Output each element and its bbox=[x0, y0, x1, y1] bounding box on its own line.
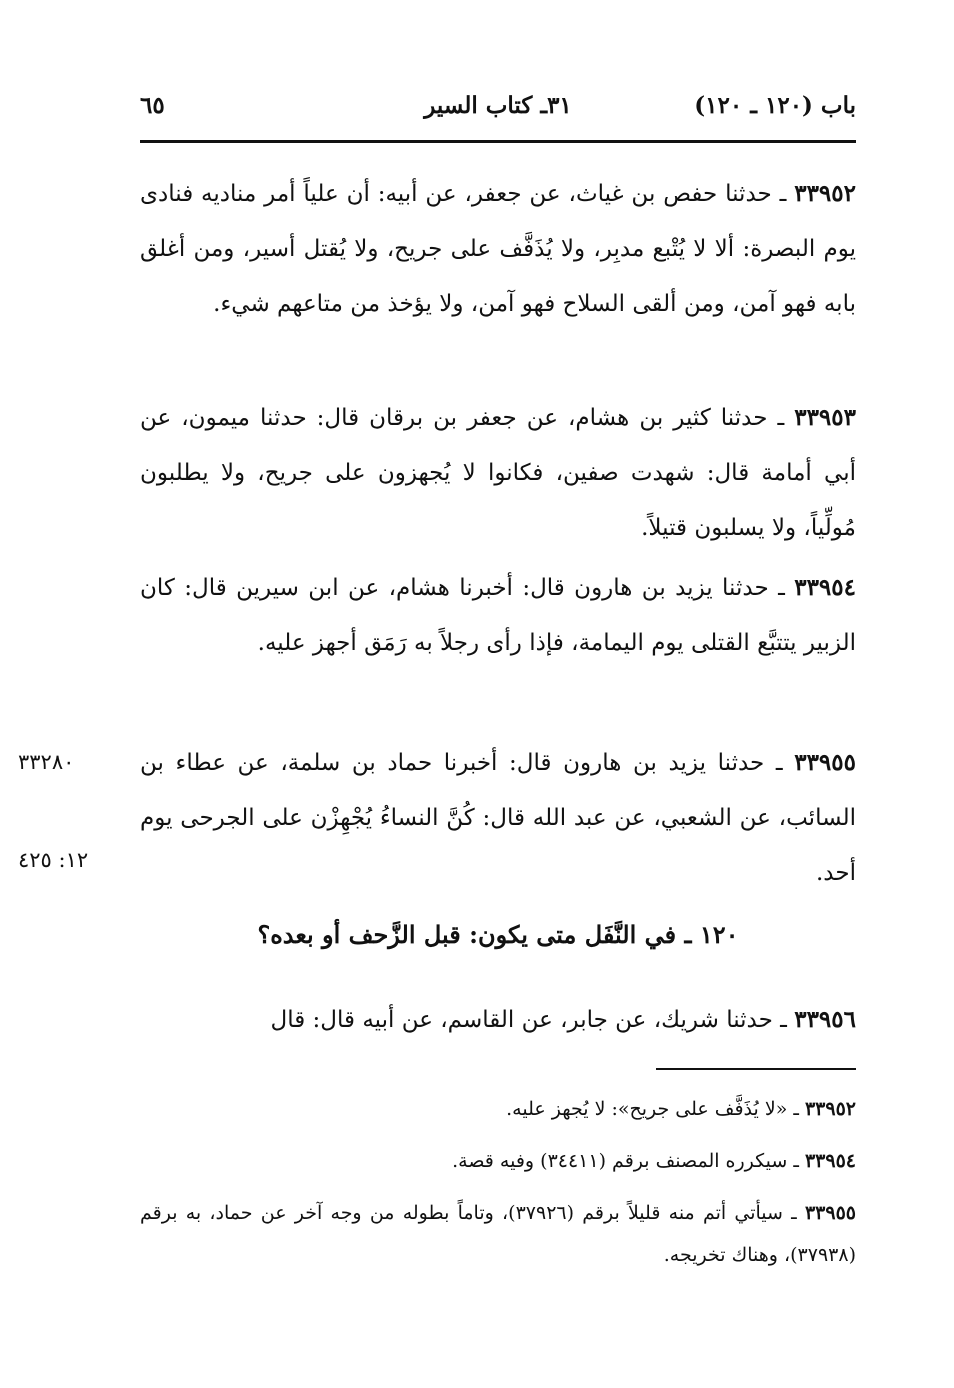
footnote bbox=[140, 1192, 856, 1276]
page-header bbox=[140, 92, 856, 132]
footnote-separator bbox=[656, 1068, 856, 1070]
hadith-number: ٣٣٩٥٢ bbox=[794, 180, 856, 207]
page-number: ٦٥ bbox=[140, 92, 165, 119]
hadith-paragraph bbox=[140, 166, 856, 332]
footnote-text: ـ سيأتي أتم منه قليلاً برقم (٣٧٩٢٦)، وتاماً بطوله من وجه آخر عن حماد، به برقم (٣٧٩٣٨)، وهناك تخريجه. bbox=[140, 1202, 856, 1266]
hadith-number: ٣٣٩٥٤ bbox=[794, 574, 856, 601]
footnote bbox=[140, 1088, 856, 1130]
hadith-number: ٣٣٩٥٥ bbox=[794, 749, 856, 776]
hadith-paragraph bbox=[140, 560, 856, 671]
footnote-number: ٣٣٩٥٤ bbox=[804, 1150, 856, 1172]
hadith-paragraph bbox=[140, 992, 856, 1048]
hadith-text: ـ حدثنا يزيد بن هارون قال: أخبرنا حماد بن سلمة، عن عطاء بن السائب، عن الشعبي، عن عبد الله قال: كُنَّ النساءُ يُجْهِزْن على الجرحى يوم أحد. bbox=[140, 750, 856, 886]
hadith-paragraph bbox=[140, 735, 856, 901]
hadith-text: ـ حدثنا كثير بن هشام، عن جعفر بن برقان قال: حدثنا ميمون، عن أبي أمامة قال: شهدت صفين، فكانوا لا يُجهزون على جريح، ولا يطلبون مُولِّياً، ولا يسلبون قتيلاً. bbox=[140, 405, 856, 541]
section-reference: باب (١٢٠ ـ ١٢٠) bbox=[694, 92, 856, 119]
chapter-heading: ١٢٠ ـ في النَّفَل متى يكون: قبل الزَّحف أو بعده؟ bbox=[257, 920, 739, 949]
hadith-paragraph bbox=[140, 390, 856, 556]
hadith-number: ٣٣٩٥٣ bbox=[794, 404, 856, 431]
hadith-text: ـ حدثنا شريك، عن جابر، عن القاسم، عن أبيه قال: قال bbox=[270, 1007, 795, 1033]
hadith-text: ـ حدثنا حفص بن غياث، عن جعفر، عن أبيه: أن علياً أمر مناديه فنادى يوم البصرة: ألا لا يُتْبع مدبِر، ولا يُذَفَّف على جريح، ولا يُقتل أسير، ومن أغلق بابه فهو آمن، ومن ألقى السلاح فهو آمن، ولا يؤخذ من متاعهم شيء. bbox=[140, 181, 856, 317]
footnote-text: ـ «لا يُذَفَّف على جريح»: لا يُجهز عليه. bbox=[506, 1098, 805, 1120]
footnote-number: ٣٣٩٥٥ bbox=[804, 1202, 856, 1224]
margin-note: ١٢: ٤٢٥ bbox=[18, 848, 89, 872]
footnote-text: ـ سيكرره المصنف برقم (٣٤٤١١) وفيه قصة. bbox=[452, 1150, 805, 1172]
hadith-number: ٣٣٩٥٦ bbox=[794, 1006, 856, 1033]
header-rule bbox=[140, 140, 856, 143]
margin-note: ٣٣٢٨٠ bbox=[18, 750, 75, 774]
hadith-text: ـ حدثنا يزيد بن هارون قال: أخبرنا هشام، عن ابن سيرين قال: كان الزبير يتتبَّع القتلى يوم اليمامة، فإذا رأى رجلاً به رَمَق أجهز عليه. bbox=[140, 575, 856, 656]
book-title: ٣١ـ كتاب السير bbox=[424, 92, 572, 119]
footnote-number: ٣٣٩٥٢ bbox=[804, 1098, 856, 1120]
footnote bbox=[140, 1140, 856, 1182]
